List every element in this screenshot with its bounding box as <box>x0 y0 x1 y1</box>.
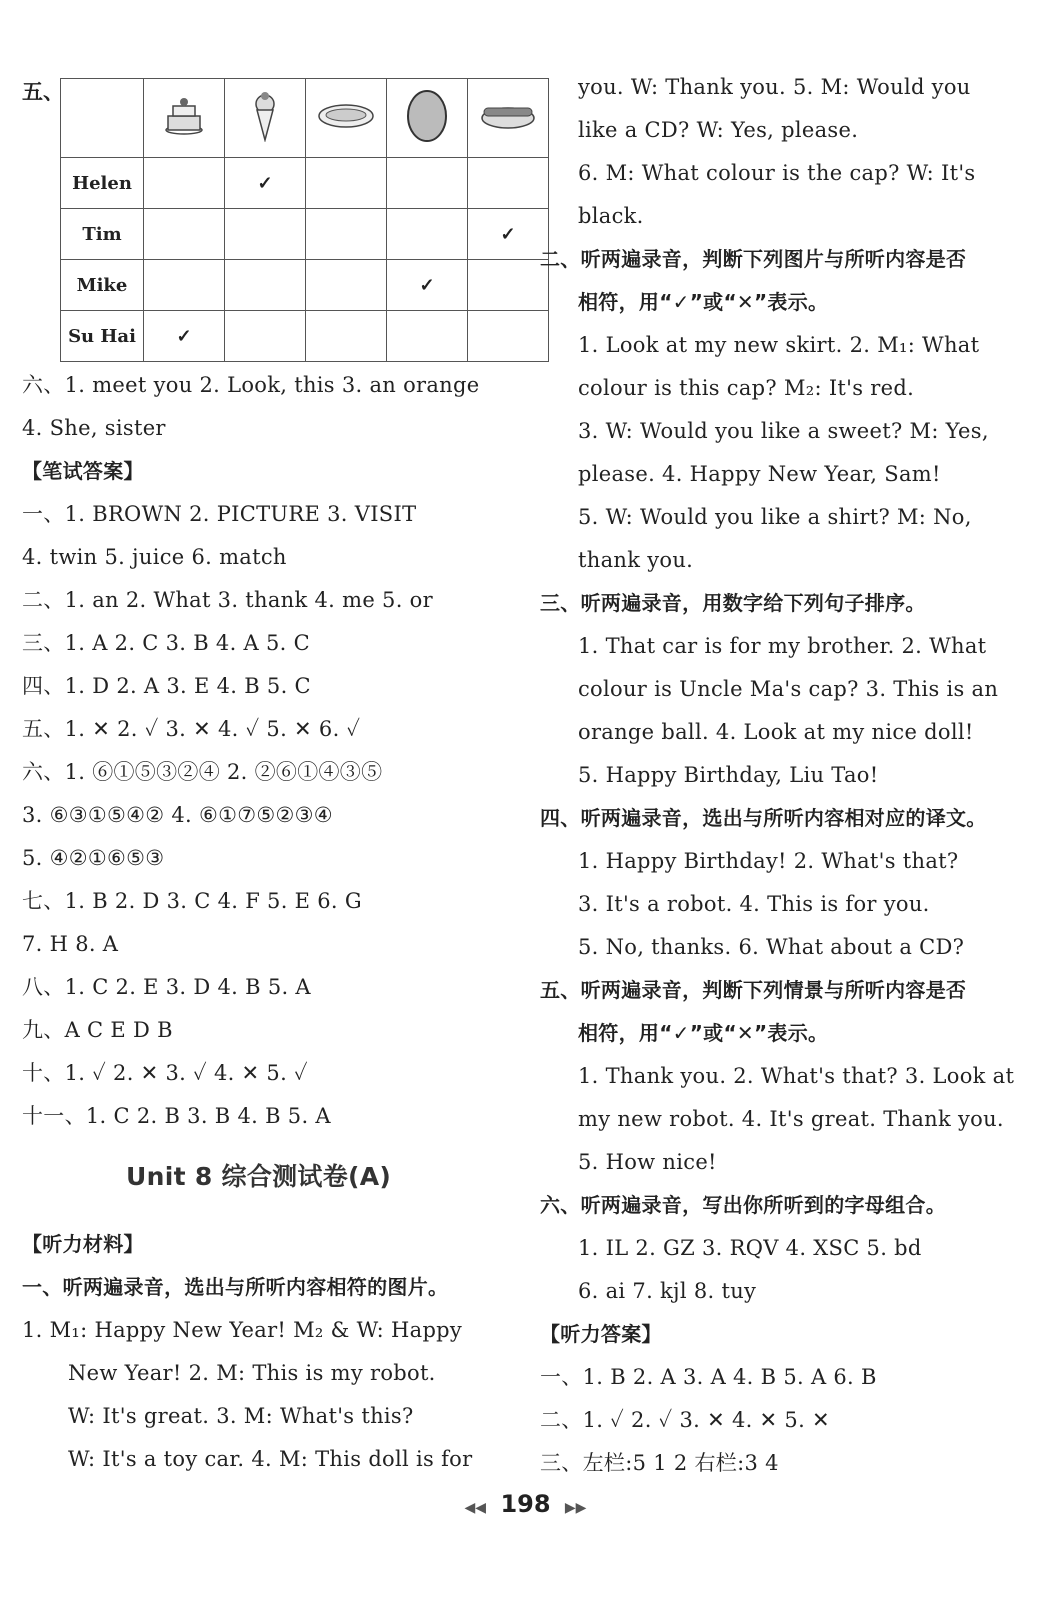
row-name: Helen <box>61 158 144 209</box>
answer-line: 二、1. an 2. What 3. thank 4. me 5. or <box>22 588 433 612</box>
answer-line: 七、1. B 2. D 3. C 4. F 5. E 6. G <box>22 889 362 913</box>
question-heading: 相符，用“✓”或“✕”表示。 <box>578 1021 829 1045</box>
answer-line: 4. twin 5. juice 6. match <box>22 545 287 569</box>
answer-line: 5. ④②①⑥⑤③ <box>22 846 165 870</box>
question-heading: 六、听两遍录音，写出你所听到的字母组合。 <box>540 1193 946 1217</box>
answer-line: 三、左栏:5 1 2 右栏:3 4 <box>540 1451 779 1475</box>
check-cell <box>306 209 387 260</box>
section-heading: 【笔试答案】 <box>22 459 144 483</box>
script-line: black. <box>578 204 644 228</box>
check-cell: ✓ <box>387 260 468 311</box>
question-heading: 相符，用“✓”或“✕”表示。 <box>578 290 829 314</box>
script-line: like a CD? W: Yes, please. <box>578 118 859 142</box>
answer-line: 4. She, sister <box>22 416 166 440</box>
script-line: 5. How nice! <box>578 1150 717 1174</box>
pie-icon <box>306 79 387 158</box>
answer-line: 三、1. A 2. C 3. B 4. A 5. C <box>22 631 310 655</box>
check-cell: ✓ <box>468 209 549 260</box>
answer-line: 十一、1. C 2. B 3. B 4. B 5. A <box>22 1104 331 1128</box>
answer-line: 十、1. ✓ 2. ✕ 3. ✓ 4. ✕ 5. ✓ <box>22 1061 308 1085</box>
script-line: 1. Look at my new skirt. 2. M₁: What <box>578 333 980 357</box>
check-cell <box>306 311 387 362</box>
check-cell <box>144 158 225 209</box>
hot-dog-icon <box>468 79 549 158</box>
script-line: orange ball. 4. Look at my nice doll! <box>578 720 974 744</box>
script-line: 3. It's a robot. 4. This is for you. <box>578 892 930 916</box>
check-cell <box>225 260 306 311</box>
answer-line: 六、1. meet you 2. Look, this 3. an orange <box>22 373 480 397</box>
script-line: thank you. <box>578 548 694 572</box>
script-line: please. 4. Happy New Year, Sam! <box>578 462 941 486</box>
check-cell <box>144 260 225 311</box>
script-line: 5. W: Would you like a shirt? M: No, <box>578 505 972 529</box>
script-line: 5. Happy Birthday, Liu Tao! <box>578 763 879 787</box>
check-cell <box>306 260 387 311</box>
section-label-five: 五、 <box>22 80 64 104</box>
check-cell <box>144 209 225 260</box>
answer-table <box>60 78 549 362</box>
check-cell <box>387 209 468 260</box>
section-heading: 【听力答案】 <box>540 1322 662 1346</box>
script-line: 6. ai 7. kjl 8. tuy <box>578 1279 757 1303</box>
check-cell <box>468 311 549 362</box>
section-heading: 【听力材料】 <box>22 1232 144 1256</box>
question-heading: 五、听两遍录音，判断下列情景与所听内容是否 <box>540 978 967 1002</box>
answer-line: 九、A C E D B <box>22 1018 173 1042</box>
row-name: Tim <box>61 209 144 260</box>
row-name: Su Hai <box>61 311 144 362</box>
check-cell <box>225 311 306 362</box>
table-corner-cell <box>61 79 144 158</box>
question-heading: 一、听两遍录音，选出与所听内容相符的图片。 <box>22 1275 449 1299</box>
prev-arrows-icon: ◀◀ <box>464 1500 487 1516</box>
answer-line: 一、1. B 2. A 3. A 4. B 5. A 6. B <box>540 1365 877 1389</box>
script-line: 5. No, thanks. 6. What about a CD? <box>578 935 965 959</box>
script-line: W: It's a toy car. 4. M: This doll is for <box>68 1447 473 1471</box>
answer-line: 3. ⑥③①⑤④② 4. ⑥①⑦⑤②③④ <box>22 803 333 827</box>
answer-line: 八、1. C 2. E 3. D 4. B 5. A <box>22 975 311 999</box>
table-header-row <box>61 79 549 158</box>
unit-title: Unit 8 综合测试卷(A) <box>126 1162 392 1191</box>
script-line: my new robot. 4. It's great. Thank you. <box>578 1107 1004 1131</box>
next-arrows-icon: ▶▶ <box>564 1500 587 1516</box>
check-cell <box>387 311 468 362</box>
script-line: 1. M₁: Happy New Year! M₂ & W: Happy <box>22 1318 463 1342</box>
script-line: you. W: Thank you. 5. M: Would you <box>578 75 971 99</box>
check-cell <box>225 209 306 260</box>
check-cell: ✓ <box>144 311 225 362</box>
script-line: 3. W: Would you like a sweet? M: Yes, <box>578 419 989 443</box>
table-row <box>61 311 549 362</box>
answer-line: 7. H 8. A <box>22 932 119 956</box>
question-heading: 三、听两遍录音，用数字给下列句子排序。 <box>540 591 926 615</box>
script-line: 1. Thank you. 2. What's that? 3. Look at <box>578 1064 1015 1088</box>
script-line: 1. Happy Birthday! 2. What's that? <box>578 849 959 873</box>
script-line: colour is this cap? M₂: It's red. <box>578 376 915 400</box>
script-line: 1. IL 2. GZ 3. RQV 4. XSC 5. bd <box>578 1236 922 1260</box>
table-row <box>61 158 549 209</box>
question-heading: 四、听两遍录音，选出与所听内容相对应的译文。 <box>540 806 987 830</box>
row-name: Mike <box>61 260 144 311</box>
script-line: 1. That car is for my brother. 2. What <box>578 634 987 658</box>
page-number-bar <box>0 1490 1051 1518</box>
script-line: New Year! 2. M: This is my robot. <box>68 1361 436 1385</box>
table-row <box>61 260 549 311</box>
plate-icon <box>387 79 468 158</box>
table-row <box>61 209 549 260</box>
page-number: 198 <box>500 1490 551 1518</box>
check-cell: ✓ <box>225 158 306 209</box>
check-cell <box>468 260 549 311</box>
check-cell <box>468 158 549 209</box>
question-heading: 二、听两遍录音，判断下列图片与所听内容是否 <box>540 247 967 271</box>
cake-icon <box>144 79 225 158</box>
ice-cream-icon <box>225 79 306 158</box>
answer-line: 二、1. ✓ 2. ✓ 3. ✕ 4. ✕ 5. ✕ <box>540 1408 830 1432</box>
answer-line: 五、1. ✕ 2. ✓ 3. ✕ 4. ✓ 5. ✕ 6. ✓ <box>22 717 361 741</box>
script-line: colour is Uncle Ma's cap? 3. This is an <box>578 677 999 701</box>
answer-line: 六、1. ⑥①⑤③②④ 2. ②⑥①④③⑤ <box>22 760 383 784</box>
script-line: W: It's great. 3. M: What's this? <box>68 1404 414 1428</box>
answer-line: 一、1. BROWN 2. PICTURE 3. VISIT <box>22 502 417 526</box>
script-line: 6. M: What colour is the cap? W: It's <box>578 161 976 185</box>
answer-line: 四、1. D 2. A 3. E 4. B 5. C <box>22 674 311 698</box>
check-cell <box>387 158 468 209</box>
check-cell <box>306 158 387 209</box>
